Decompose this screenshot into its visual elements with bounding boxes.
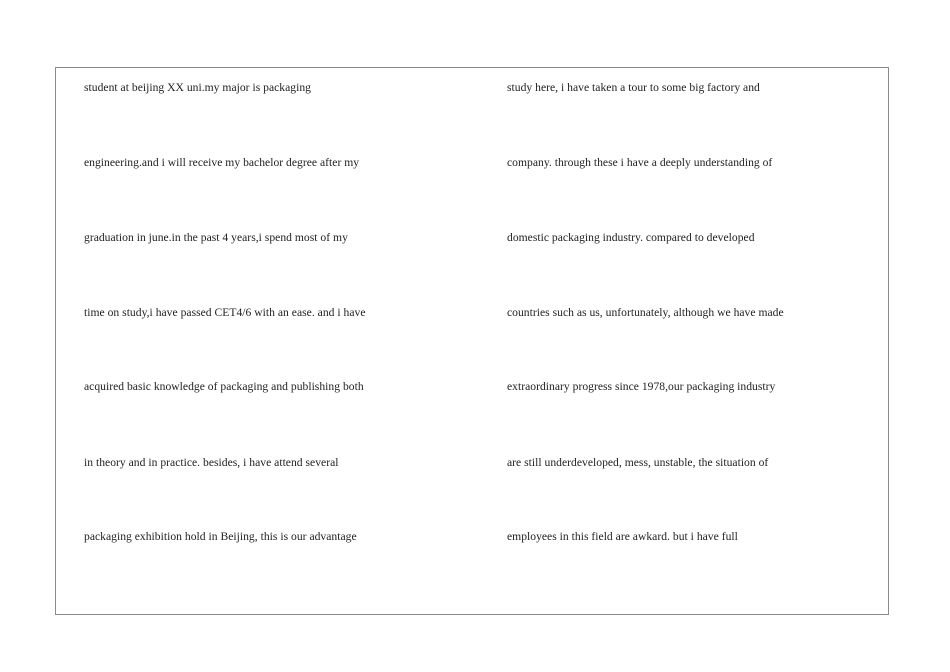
text-line: are still underdeveloped, mess, unstable, the situation of (507, 456, 769, 469)
document-page (55, 67, 889, 615)
text-line: domestic packaging industry. compared to developed (507, 231, 755, 244)
text-line: employees in this field are awkard. but i have full (507, 530, 738, 543)
text-line: extraordinary progress since 1978,our packaging industry (507, 380, 776, 393)
text-line: engineering.and i will receive my bachelor degree after my (84, 156, 360, 169)
text-line: company. through these i have a deeply understanding of (507, 156, 773, 169)
text-line: time on study,i have passed CET4/6 with an ease. and i have (84, 306, 366, 319)
text-line: packaging exhibition hold in Beijing, this is our advantage (84, 530, 357, 543)
text-line: graduation in june.in the past 4 years,i spend most of my (84, 231, 348, 244)
text-line: acquired basic knowledge of packaging and publishing both (84, 380, 364, 393)
text-line: in theory and in practice. besides, i have attend several (84, 456, 339, 469)
text-line: student at beijing XX uni.my major is packaging (84, 81, 311, 94)
text-line: study here, i have taken a tour to some big factory and (507, 81, 760, 94)
text-line: countries such as us, unfortunately, although we have made (507, 306, 784, 319)
